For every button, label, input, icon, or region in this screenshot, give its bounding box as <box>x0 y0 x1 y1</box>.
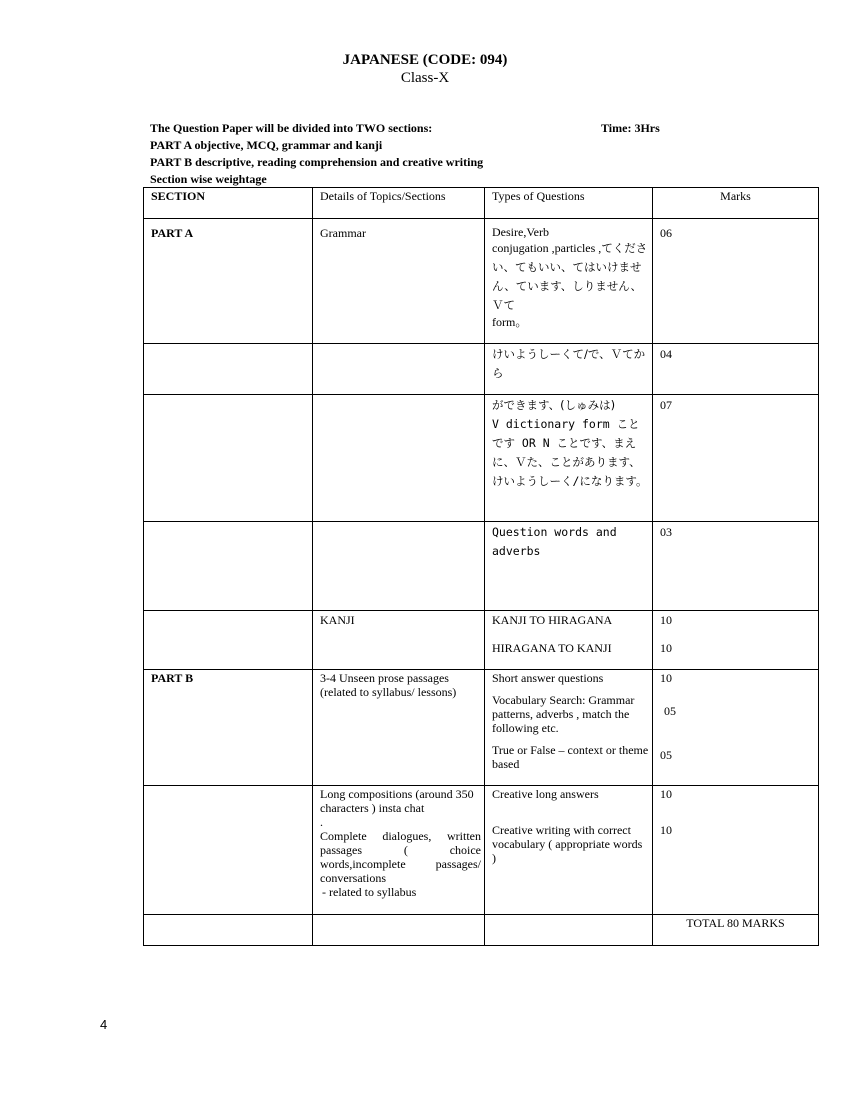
intro-line-weightage: Section wise weightage <box>150 172 267 186</box>
kanji-type-2: HIRAGANA TO KANJI <box>492 641 612 655</box>
total-marks: TOTAL 80 MARKS <box>653 915 819 946</box>
intro-line-part-b: PART B descriptive, reading comprehension and creative writing <box>150 155 484 169</box>
empty-cell <box>313 522 485 611</box>
time-allowed: Time: 3Hrs <box>601 121 660 135</box>
grammar-type-line2: conjugation ,particles , <box>492 241 602 255</box>
part-b-types <box>485 670 653 786</box>
empty-cell <box>144 522 313 611</box>
kanji-type-1: KANJI TO HIRAGANA <box>492 613 613 627</box>
intro-line-part-a: PART A objective, MCQ, grammar and kanji <box>150 138 383 152</box>
long-composition-detail <box>313 786 485 915</box>
page-subtitle: Class-X <box>400 70 450 86</box>
long-composition-line: Long compositions (around 350 characters ) insta chat <box>320 787 474 815</box>
vocabulary-marks: 05 <box>664 704 676 718</box>
creative-marks <box>653 786 819 915</box>
dekimasu-marks: 07 <box>653 395 819 522</box>
table-row <box>144 670 819 786</box>
empty-cell <box>313 915 485 946</box>
header-marks: Marks <box>653 188 819 219</box>
empty-cell <box>144 915 313 946</box>
long-composition-dot: . <box>320 815 323 829</box>
header-details: Details of Topics/Sections <box>313 188 485 219</box>
kanji-label: KANJI <box>313 611 485 670</box>
empty-cell <box>313 395 485 522</box>
dekimasu-line1: ができます、(しゅみは) <box>492 398 616 412</box>
table-total-row <box>144 915 819 946</box>
table-row <box>144 611 819 670</box>
header-section: SECTION <box>144 188 313 219</box>
adjective-te-type: けいようしーくて/で、Ｖてから <box>485 344 653 395</box>
table-row <box>144 395 819 522</box>
table-row <box>144 219 819 344</box>
syllabus-note: - related to syllabus <box>322 885 417 899</box>
adjective-te-marks: 04 <box>653 344 819 395</box>
dialogues-line: Complete dialogues, written passages ( choice words,incomplete passages/ conversations <box>320 829 481 885</box>
part-b-label: PART B <box>144 670 313 786</box>
part-a-label: PART A <box>144 219 313 344</box>
creative-writing-type: Creative writing with correct vocabulary ( appropriate words ) <box>492 823 643 865</box>
table-header-row <box>144 188 819 219</box>
grammar-label: Grammar <box>313 219 485 344</box>
kanji-marks-2: 10 <box>660 641 672 655</box>
creative-long-type: Creative long answers <box>492 787 599 801</box>
grammar-marks: 06 <box>653 219 819 344</box>
kanji-marks <box>653 611 819 670</box>
empty-cell <box>144 395 313 522</box>
empty-cell <box>144 344 313 395</box>
intro-line-sections: The Question Paper will be divided into TWO sections: <box>150 121 433 135</box>
grammar-types <box>485 219 653 344</box>
true-false-marks: 05 <box>660 748 672 762</box>
part-b-marks <box>653 670 819 786</box>
page-title: JAPANESE (CODE: 094) <box>342 52 508 68</box>
empty-cell <box>144 786 313 915</box>
kanji-types <box>485 611 653 670</box>
table-row <box>144 786 819 915</box>
weightage-table <box>143 187 819 946</box>
grammar-type-form: form。 <box>492 315 528 329</box>
empty-cell <box>144 611 313 670</box>
table-row <box>144 522 819 611</box>
creative-long-marks: 10 <box>660 787 672 801</box>
table-row <box>144 344 819 395</box>
short-answer-type: Short answer questions <box>492 671 604 685</box>
question-words-type: Question words and adverbs <box>485 522 653 611</box>
empty-cell <box>313 344 485 395</box>
dekimasu-line2: V dictionary form ことです OR N ことです、まえに、Ｖた、ことがあります、けいようしーく/になります。 <box>492 417 648 488</box>
dekimasu-type <box>485 395 653 522</box>
page-number: 4 <box>100 1017 108 1032</box>
grammar-type-line1: Desire,Verb <box>492 225 549 239</box>
creative-types <box>485 786 653 915</box>
grammar-type-jp: てください、てもいい、てはいけません、ています、しりません、Ｖて <box>492 241 648 312</box>
true-false-type: True or False – context or theme based <box>492 743 649 771</box>
empty-cell <box>485 915 653 946</box>
kanji-marks-1: 10 <box>660 613 672 627</box>
vocabulary-type: Vocabulary Search: Grammar patterns, adverbs , match the following etc. <box>492 693 635 735</box>
question-words-marks: 03 <box>653 522 819 611</box>
header-types: Types of Questions <box>485 188 653 219</box>
prose-passages-detail: 3-4 Unseen prose passages (related to syllabus/ lessons) <box>313 670 485 786</box>
creative-writing-marks: 10 <box>660 823 672 837</box>
short-answer-marks: 10 <box>660 671 672 685</box>
